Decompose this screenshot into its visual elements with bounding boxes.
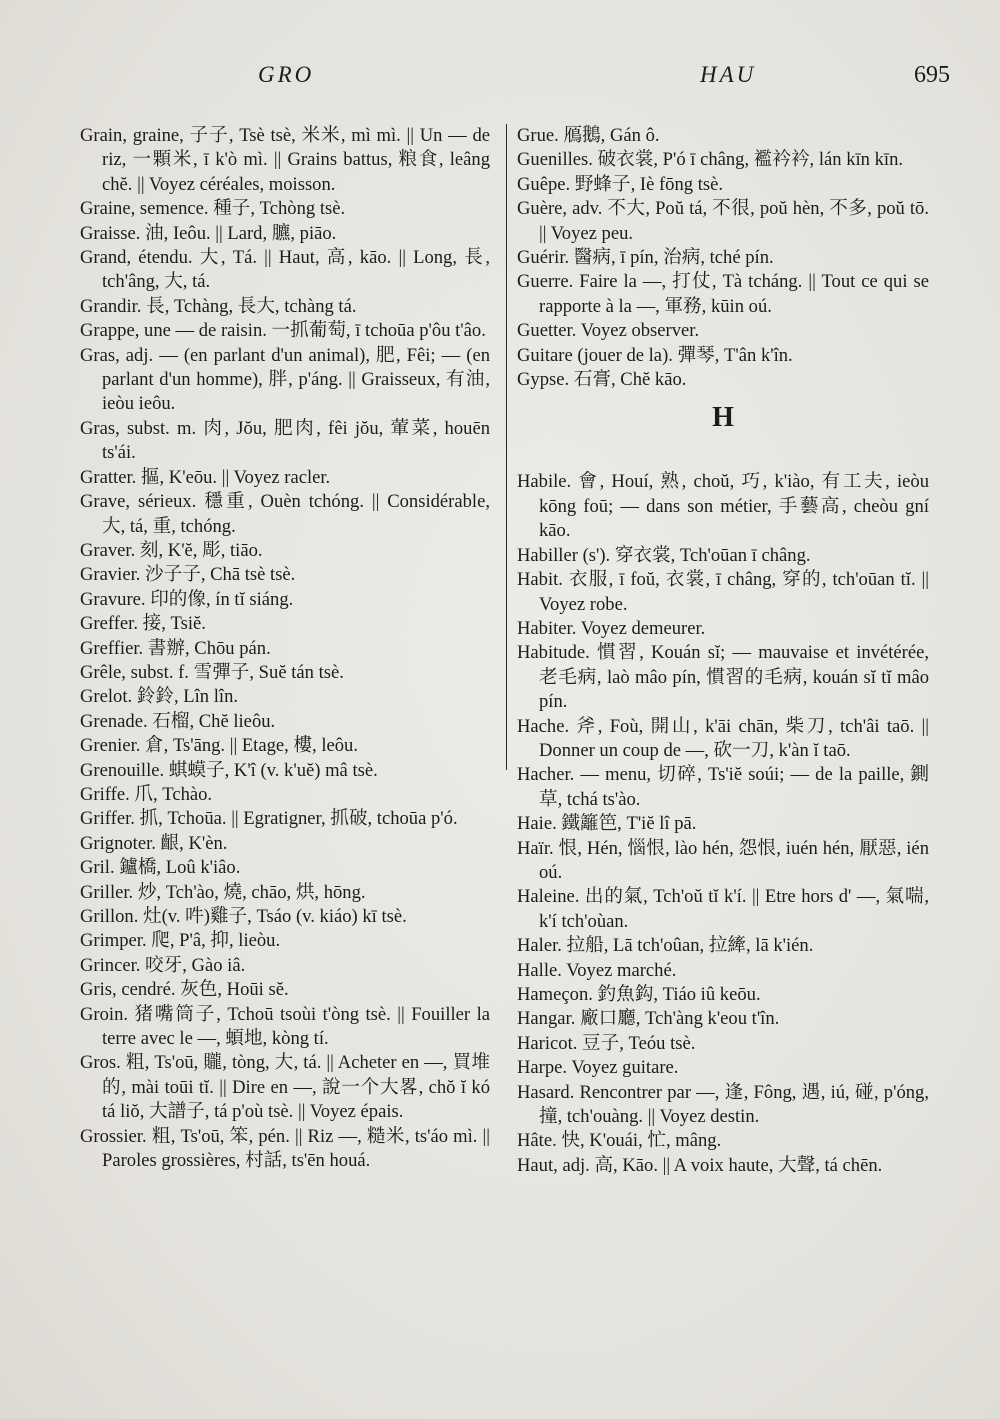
dictionary-entry: Gravier. 沙子子, Chā tsè tsè. <box>80 564 296 586</box>
dictionary-entry: Gros. 粗, Ts'oū, 贚, tòng, 大, tá. || Acheter en —, 買堆的, mài toūi tĭ. || Dire en —, 說一个大畧, chŏ ĭ kó tá liŏ, 大譜子, tá p'où tsè. || Voyez épais. <box>80 1052 490 1123</box>
dictionary-entry: Greffier. 書辦, Chōu pán. <box>80 637 271 659</box>
dictionary-entry: Grand, étendu. 大, Tá. || Haut, 高, kāo. || Long, 長, tch'âng, 大, tá. <box>80 247 490 293</box>
dictionary-entry: Guetter. Voyez observer. <box>517 320 700 342</box>
dictionary-entry: Guerre. Faire la —, 打仗, Tà tcháng. || Tout ce qui se rapporte à la —, 軍務, kūin oú. <box>517 271 929 317</box>
right-column <box>517 124 929 1178</box>
dictionary-entry: Hasard. Rencontrer par —, 逢, Fông, 遇, iú, 碰, p'óng, 撞, tch'ouàng. || Voyez destin. <box>517 1081 929 1128</box>
dictionary-entry: Hache. 斧, Foù, 開山, k'āi chān, 柴刀, tch'âi taō. || Donner un coup de —, 砍一刀, k'àn ĭ taō. <box>517 715 929 761</box>
dictionary-entry: Halle. Voyez marché. <box>517 959 677 981</box>
dictionary-entry: Griffe. 爪, Tchào. <box>80 783 213 805</box>
dictionary-entry: Grignoter. 齦, K'èn. <box>80 832 228 854</box>
dictionary-entry: Grain, graine, 子子, Tsè tsè, 米米, mì mì. || Un — de riz, 一顆米, ī k'ò mì. || Grains battus, 粮食, leâng chĕ. || Voyez céréales, moisson. <box>80 125 490 195</box>
dictionary-entry: Haler. 拉船, Lā tch'oûan, 拉縴, lā k'ién. <box>517 935 814 957</box>
dictionary-entry: Grossier. 粗, Ts'oū, 笨, pén. || Riz —, 糙米, ts'áo mì. || Paroles grossières, 村話, ts'ēn houá. <box>80 1125 490 1172</box>
dictionary-entry: Graver. 刻, K'ĕ, 彫, tiāo. <box>80 539 263 561</box>
dictionary-entry: Hangar. 廠口廳, Tch'àng k'eou t'în. <box>517 1008 780 1030</box>
running-head-right: HAU <box>700 62 757 87</box>
dictionary-entry: Griffer. 抓, Tchoūa. || Egratigner, 抓破, tchoūa p'ó. <box>80 808 458 830</box>
dictionary-entry: Gris, cendré. 灰色, Hoūi sĕ. <box>80 979 289 1001</box>
dictionary-entry: Griller. 炒, Tch'ào, 燒, chāo, 烘, hōng. <box>80 881 366 903</box>
dictionary-entry: Grue. 鴈鵝, Gán ô. <box>517 125 660 146</box>
dictionary-entry: Grenade. 石榴, Chĕ lieôu. <box>80 710 276 732</box>
dictionary-entry: Gypse. 石膏, Chĕ kāo. <box>517 369 687 391</box>
dictionary-entry: Graisse. 油, Ieôu. || Lard, 臕, piāo. <box>80 222 337 244</box>
dictionary-entry: Grenier. 倉, Ts'āng. || Etage, 樓, leôu. <box>80 735 358 757</box>
left-column <box>80 124 490 1173</box>
dictionary-entry: Grelot. 鈴鈴, Lîn lîn. <box>80 686 239 708</box>
dictionary-entry: Grimper. 爬, P'â, 抑, lieòu. <box>80 930 281 952</box>
dictionary-entry: Habit. 衣服, ī foŭ, 衣裳, ī châng, 穿的, tch'oūan tĭ. || Voyez robe. <box>517 569 929 615</box>
page-number: 695 <box>914 62 950 88</box>
dictionary-entry: Guitare (jouer de la). 彈琴, T'ân k'în. <box>517 344 793 366</box>
dictionary-entry: Guère, adv. 不大, Poŭ tá, 不很, poŭ hèn, 不多, poŭ tō. || Voyez peu. <box>517 198 929 244</box>
dictionary-entry: Habiter. Voyez demeurer. <box>517 617 706 639</box>
dictionary-entry: Guêpe. 野蜂子, Iè fōng tsè. <box>517 173 724 195</box>
dictionary-entry: Haïr. 恨, Hén, 惱恨, lào hén, 怨恨, iuén hén, 厭惡, ién oú. <box>517 837 929 883</box>
dictionary-entry: Habiller (s'). 穿衣裳, Tch'oūan ī châng. <box>517 544 811 566</box>
running-head-left: GRO <box>258 62 315 87</box>
dictionary-entry: Grappe, une — de raisin. 一抓葡萄, ī tchoūa p'ôu t'âo. <box>80 320 486 342</box>
column-divider <box>506 124 507 770</box>
dictionary-entry: Grave, sérieux. 穩重, Ouèn tchóng. || Considérable, 大, tá, 重, tchóng. <box>80 491 490 537</box>
dictionary-entry: Guenilles. 破衣裳, P'ó ī châng, 襤衿衿, lán kīn kīn. <box>517 149 904 171</box>
dictionary-entry: Guérir. 醫病, ī pín, 治病, tché pín. <box>517 247 774 269</box>
dictionary-entry: Grincer. 咬牙, Gào iâ. <box>80 954 246 976</box>
dictionary-entry: Gravure. 印的像, ín tĭ siáng. <box>80 588 294 610</box>
dictionary-entry: Hâte. 快, K'ouái, 忙, mâng. <box>517 1130 722 1152</box>
dictionary-entry: Haut, adj. 高, Kāo. || A voix haute, 大聲, tá chēn. <box>517 1154 883 1176</box>
dictionary-entry: Greffer. 接, Tsiĕ. <box>80 613 206 635</box>
dictionary-entry: Grêle, subst. f. 雪彈子, Suĕ tán tsè. <box>80 661 344 683</box>
dictionary-entry: Haie. 鐵籬笆, T'iĕ lî pā. <box>517 813 697 835</box>
dictionary-entry: Grillon. 灶(v. 吽)雞子, Tsáo (v. kiáo) kī tsè. <box>80 906 407 927</box>
dictionary-entry: Harpe. Voyez guitare. <box>517 1057 679 1079</box>
dictionary-entry: Groin. 猪嘴筒子, Tchoū tsoùi t'òng tsè. || Fouiller la terre avec le —, 蝢地, kòng tí. <box>80 1003 490 1050</box>
dictionary-entry: Hameçon. 釣魚鈎, Tiáo iû keōu. <box>517 984 761 1005</box>
dictionary-entry: Grenouille. 蜞蟆子, K'î (v. k'uĕ) mâ tsè. <box>80 759 378 781</box>
section-letter-heading: H <box>712 402 734 434</box>
dictionary-entry: Haleine. 出的氣, Tch'oŭ tĭ k'í. || Etre hors d' —, 氣喘, k'í tch'oùan. <box>517 886 929 932</box>
dictionary-entry: Habitude. 慣習, Kouán sĭ; — mauvaise et invétérée, 老毛病, laò mâo pín, 慣習的毛病, kouán sĭ tĭ mâo pín. <box>517 642 929 713</box>
dictionary-entry: Gras, adj. — (en parlant d'un animal), 肥, Fêi; — (en parlant d'un homme), 胖, p'áng. || Graisseux, 有油, ieòu ieôu. <box>80 344 490 415</box>
dictionary-entry: Gril. 鑪橋, Loû k'iâo. <box>80 857 241 879</box>
dictionary-entry: Haricot. 豆子, Teóu tsè. <box>517 1032 696 1054</box>
dictionary-entry: Habile. 會, Houí, 熟, choŭ, 巧, k'iào, 有工夫, ieòu kōng foū; — dans son métier, 手藝高, cheòu gní kāo. <box>517 471 929 542</box>
dictionary-entry: Grandir. 長, Tchàng, 長大, tchàng tá. <box>80 295 357 317</box>
dictionary-entry: Graine, semence. 種子, Tchòng tsè. <box>80 198 346 220</box>
dictionary-entry: Gras, subst. m. 肉, Jŏu, 肥肉, fêi jŏu, 葷菜, houēn ts'ái. <box>80 417 490 464</box>
dictionary-entry: Gratter. 摳, K'eōu. || Voyez racler. <box>80 466 331 488</box>
dictionary-entry: Hacher. — menu, 切碎, Ts'iĕ soúi; — de la paille, 鍘草, tchá ts'ào. <box>517 764 929 810</box>
